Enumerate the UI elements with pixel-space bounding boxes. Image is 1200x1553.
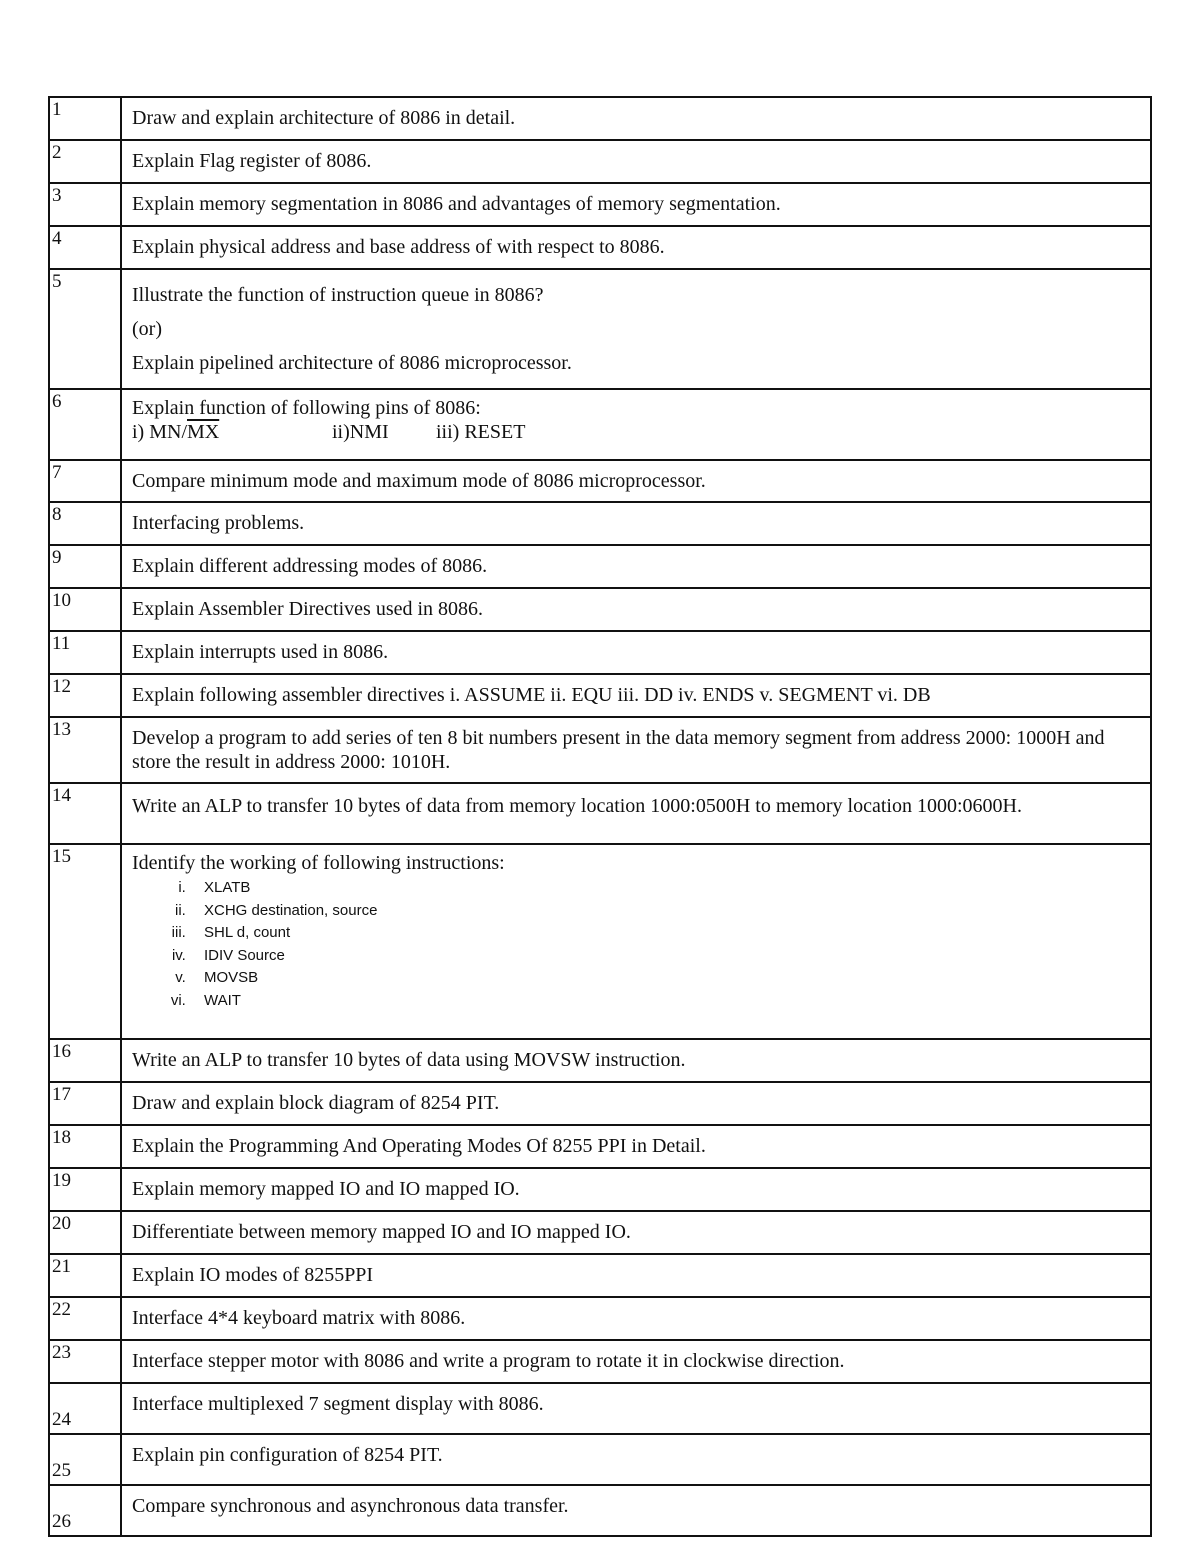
question-text: Interface 4*4 keyboard matrix with 8086. bbox=[132, 1307, 466, 1329]
question-number: 7 bbox=[49, 460, 121, 502]
question-row bbox=[49, 183, 1151, 226]
instruction-item: vi. WAIT bbox=[190, 990, 1140, 1013]
question-number: 22 bbox=[49, 1297, 121, 1340]
question-text-cell bbox=[121, 1340, 1151, 1383]
question-text: Interface stepper motor with 8086 and write a program to rotate it in clockwise direction. bbox=[132, 1350, 845, 1372]
question-text-cell bbox=[121, 1383, 1151, 1434]
question-text: Write an ALP to transfer 10 bytes of data from memory location 1000:0500H to memory location 1000:0600H. bbox=[132, 795, 1022, 817]
question-row bbox=[49, 545, 1151, 588]
question-number: 18 bbox=[49, 1125, 121, 1168]
question-text-cell bbox=[121, 844, 1151, 1039]
question-text-cell bbox=[121, 674, 1151, 717]
question-text: Explain pin configuration of 8254 PIT. bbox=[132, 1444, 443, 1466]
question-text-cell bbox=[121, 1485, 1151, 1536]
question-row bbox=[49, 717, 1151, 783]
question-text-cell bbox=[121, 389, 1151, 460]
instruction-item: iv. IDIV Source bbox=[190, 945, 1140, 968]
question-number: 13 bbox=[49, 717, 121, 783]
question-text: Explain memory segmentation in 8086 and advantages of memory segmentation. bbox=[132, 193, 781, 215]
question-row bbox=[49, 226, 1151, 269]
question-text-cell bbox=[121, 226, 1151, 269]
question-text-cell bbox=[121, 1297, 1151, 1340]
pin-item-mn-mx bbox=[132, 420, 332, 444]
instruction-item: ii. XCHG destination, source bbox=[190, 900, 1140, 923]
question-number: 21 bbox=[49, 1254, 121, 1297]
instruction-item: iii. SHL d, count bbox=[190, 922, 1140, 945]
question-number: 12 bbox=[49, 674, 121, 717]
question-text: Explain different addressing modes of 8086. bbox=[132, 555, 488, 577]
question-number: 20 bbox=[49, 1211, 121, 1254]
question-text: Explain following assembler directives i. ASSUME ii. EQU iii. DD iv. ENDS v. SEGMENT vi. DB bbox=[132, 684, 931, 706]
question-text: Explain Assembler Directives used in 8086. bbox=[132, 598, 484, 620]
pin-item-nmi: ii)NMI bbox=[332, 421, 389, 443]
question-text-cell bbox=[121, 269, 1151, 389]
question-row bbox=[49, 1254, 1151, 1297]
instruction-item: v. MOVSB bbox=[190, 967, 1140, 990]
question-text: Draw and explain architecture of 8086 in detail. bbox=[132, 107, 516, 129]
question-row bbox=[49, 97, 1151, 140]
question-text: Compare synchronous and asynchronous data transfer. bbox=[132, 1495, 569, 1517]
question-number: 14 bbox=[49, 783, 121, 844]
pin-list bbox=[132, 420, 1140, 444]
question-table bbox=[48, 96, 1152, 1537]
question-text-cell bbox=[121, 140, 1151, 183]
question-text-cell bbox=[121, 1039, 1151, 1082]
question-number: 16 bbox=[49, 1039, 121, 1082]
question-row bbox=[49, 844, 1151, 1039]
question-text-cell bbox=[121, 588, 1151, 631]
question-text: Explain IO modes of 8255PPI bbox=[132, 1264, 374, 1286]
question-text-cell bbox=[121, 1434, 1151, 1485]
question-text: Explain function of following pins of 8086: bbox=[132, 397, 481, 419]
question-text: Draw and explain block diagram of 8254 PIT. bbox=[132, 1092, 500, 1114]
question-text: (or) bbox=[132, 318, 162, 340]
question-row bbox=[49, 1211, 1151, 1254]
instruction-list bbox=[132, 877, 1140, 1012]
question-text: Compare minimum mode and maximum mode of 8086 microprocessor. bbox=[132, 470, 706, 492]
question-text-cell bbox=[121, 1082, 1151, 1125]
question-number: 25 bbox=[49, 1434, 121, 1485]
question-row bbox=[49, 1297, 1151, 1340]
question-text: Interface multiplexed 7 segment display with 8086. bbox=[132, 1393, 544, 1415]
question-row bbox=[49, 460, 1151, 502]
question-text: Illustrate the function of instruction queue in 8086? bbox=[132, 284, 544, 306]
question-text: Identify the working of following instructions: bbox=[132, 852, 505, 874]
instruction-item: i. XLATB bbox=[190, 877, 1140, 900]
question-row bbox=[49, 1383, 1151, 1434]
question-row bbox=[49, 1082, 1151, 1125]
question-row bbox=[49, 1340, 1151, 1383]
pin-item-reset: iii) RESET bbox=[436, 421, 526, 443]
question-text-cell bbox=[121, 717, 1151, 783]
question-number: 1 bbox=[49, 97, 121, 140]
question-row bbox=[49, 389, 1151, 460]
question-text-cell bbox=[121, 1254, 1151, 1297]
question-table-body bbox=[49, 97, 1151, 1536]
question-text: Explain Flag register of 8086. bbox=[132, 150, 372, 172]
question-text-cell bbox=[121, 1125, 1151, 1168]
question-number: 17 bbox=[49, 1082, 121, 1125]
question-number: 2 bbox=[49, 140, 121, 183]
question-row bbox=[49, 269, 1151, 389]
question-text: Explain memory mapped IO and IO mapped IO. bbox=[132, 1178, 520, 1200]
question-row bbox=[49, 1434, 1151, 1485]
question-text: Explain the Programming And Operating Modes Of 8255 PPI in Detail. bbox=[132, 1135, 706, 1157]
question-row bbox=[49, 588, 1151, 631]
question-number: 24 bbox=[49, 1383, 121, 1434]
question-text-cell bbox=[121, 97, 1151, 140]
question-row bbox=[49, 631, 1151, 674]
question-text: Interfacing problems. bbox=[132, 512, 305, 534]
pin-label: i) MN/ bbox=[132, 421, 187, 443]
question-row bbox=[49, 1125, 1151, 1168]
question-number: 26 bbox=[49, 1485, 121, 1536]
question-text: Explain interrupts used in 8086. bbox=[132, 641, 389, 663]
question-text-cell bbox=[121, 1211, 1151, 1254]
question-number: 23 bbox=[49, 1340, 121, 1383]
question-text-cell bbox=[121, 545, 1151, 588]
question-text: Develop a program to add series of ten 8 bit numbers present in the data memory segment from address 2000: 1000H and store the result in address 2000: 1010H. bbox=[132, 727, 1105, 773]
question-row bbox=[49, 1485, 1151, 1536]
question-text-cell bbox=[121, 502, 1151, 545]
question-text: Explain pipelined architecture of 8086 microprocessor. bbox=[132, 352, 572, 374]
question-number: 9 bbox=[49, 545, 121, 588]
question-number: 10 bbox=[49, 588, 121, 631]
question-text-cell bbox=[121, 783, 1151, 844]
question-number: 6 bbox=[49, 389, 121, 460]
question-row bbox=[49, 783, 1151, 844]
question-number: 19 bbox=[49, 1168, 121, 1211]
question-text: Write an ALP to transfer 10 bytes of data using MOVSW instruction. bbox=[132, 1049, 686, 1071]
question-text: Explain physical address and base address of with respect to 8086. bbox=[132, 236, 665, 258]
question-number: 8 bbox=[49, 502, 121, 545]
question-row bbox=[49, 1168, 1151, 1211]
question-text-cell bbox=[121, 460, 1151, 502]
question-row bbox=[49, 502, 1151, 545]
question-number: 4 bbox=[49, 226, 121, 269]
question-number: 11 bbox=[49, 631, 121, 674]
question-row bbox=[49, 140, 1151, 183]
question-number: 3 bbox=[49, 183, 121, 226]
question-number: 15 bbox=[49, 844, 121, 1039]
question-text-cell bbox=[121, 1168, 1151, 1211]
question-text-cell bbox=[121, 183, 1151, 226]
question-row bbox=[49, 1039, 1151, 1082]
question-row bbox=[49, 674, 1151, 717]
question-text: Differentiate between memory mapped IO and IO mapped IO. bbox=[132, 1221, 631, 1243]
pin-label-overbar: $\overline{MX}$ bbox=[187, 421, 220, 443]
question-text-cell bbox=[121, 631, 1151, 674]
question-number: 5 bbox=[49, 269, 121, 389]
